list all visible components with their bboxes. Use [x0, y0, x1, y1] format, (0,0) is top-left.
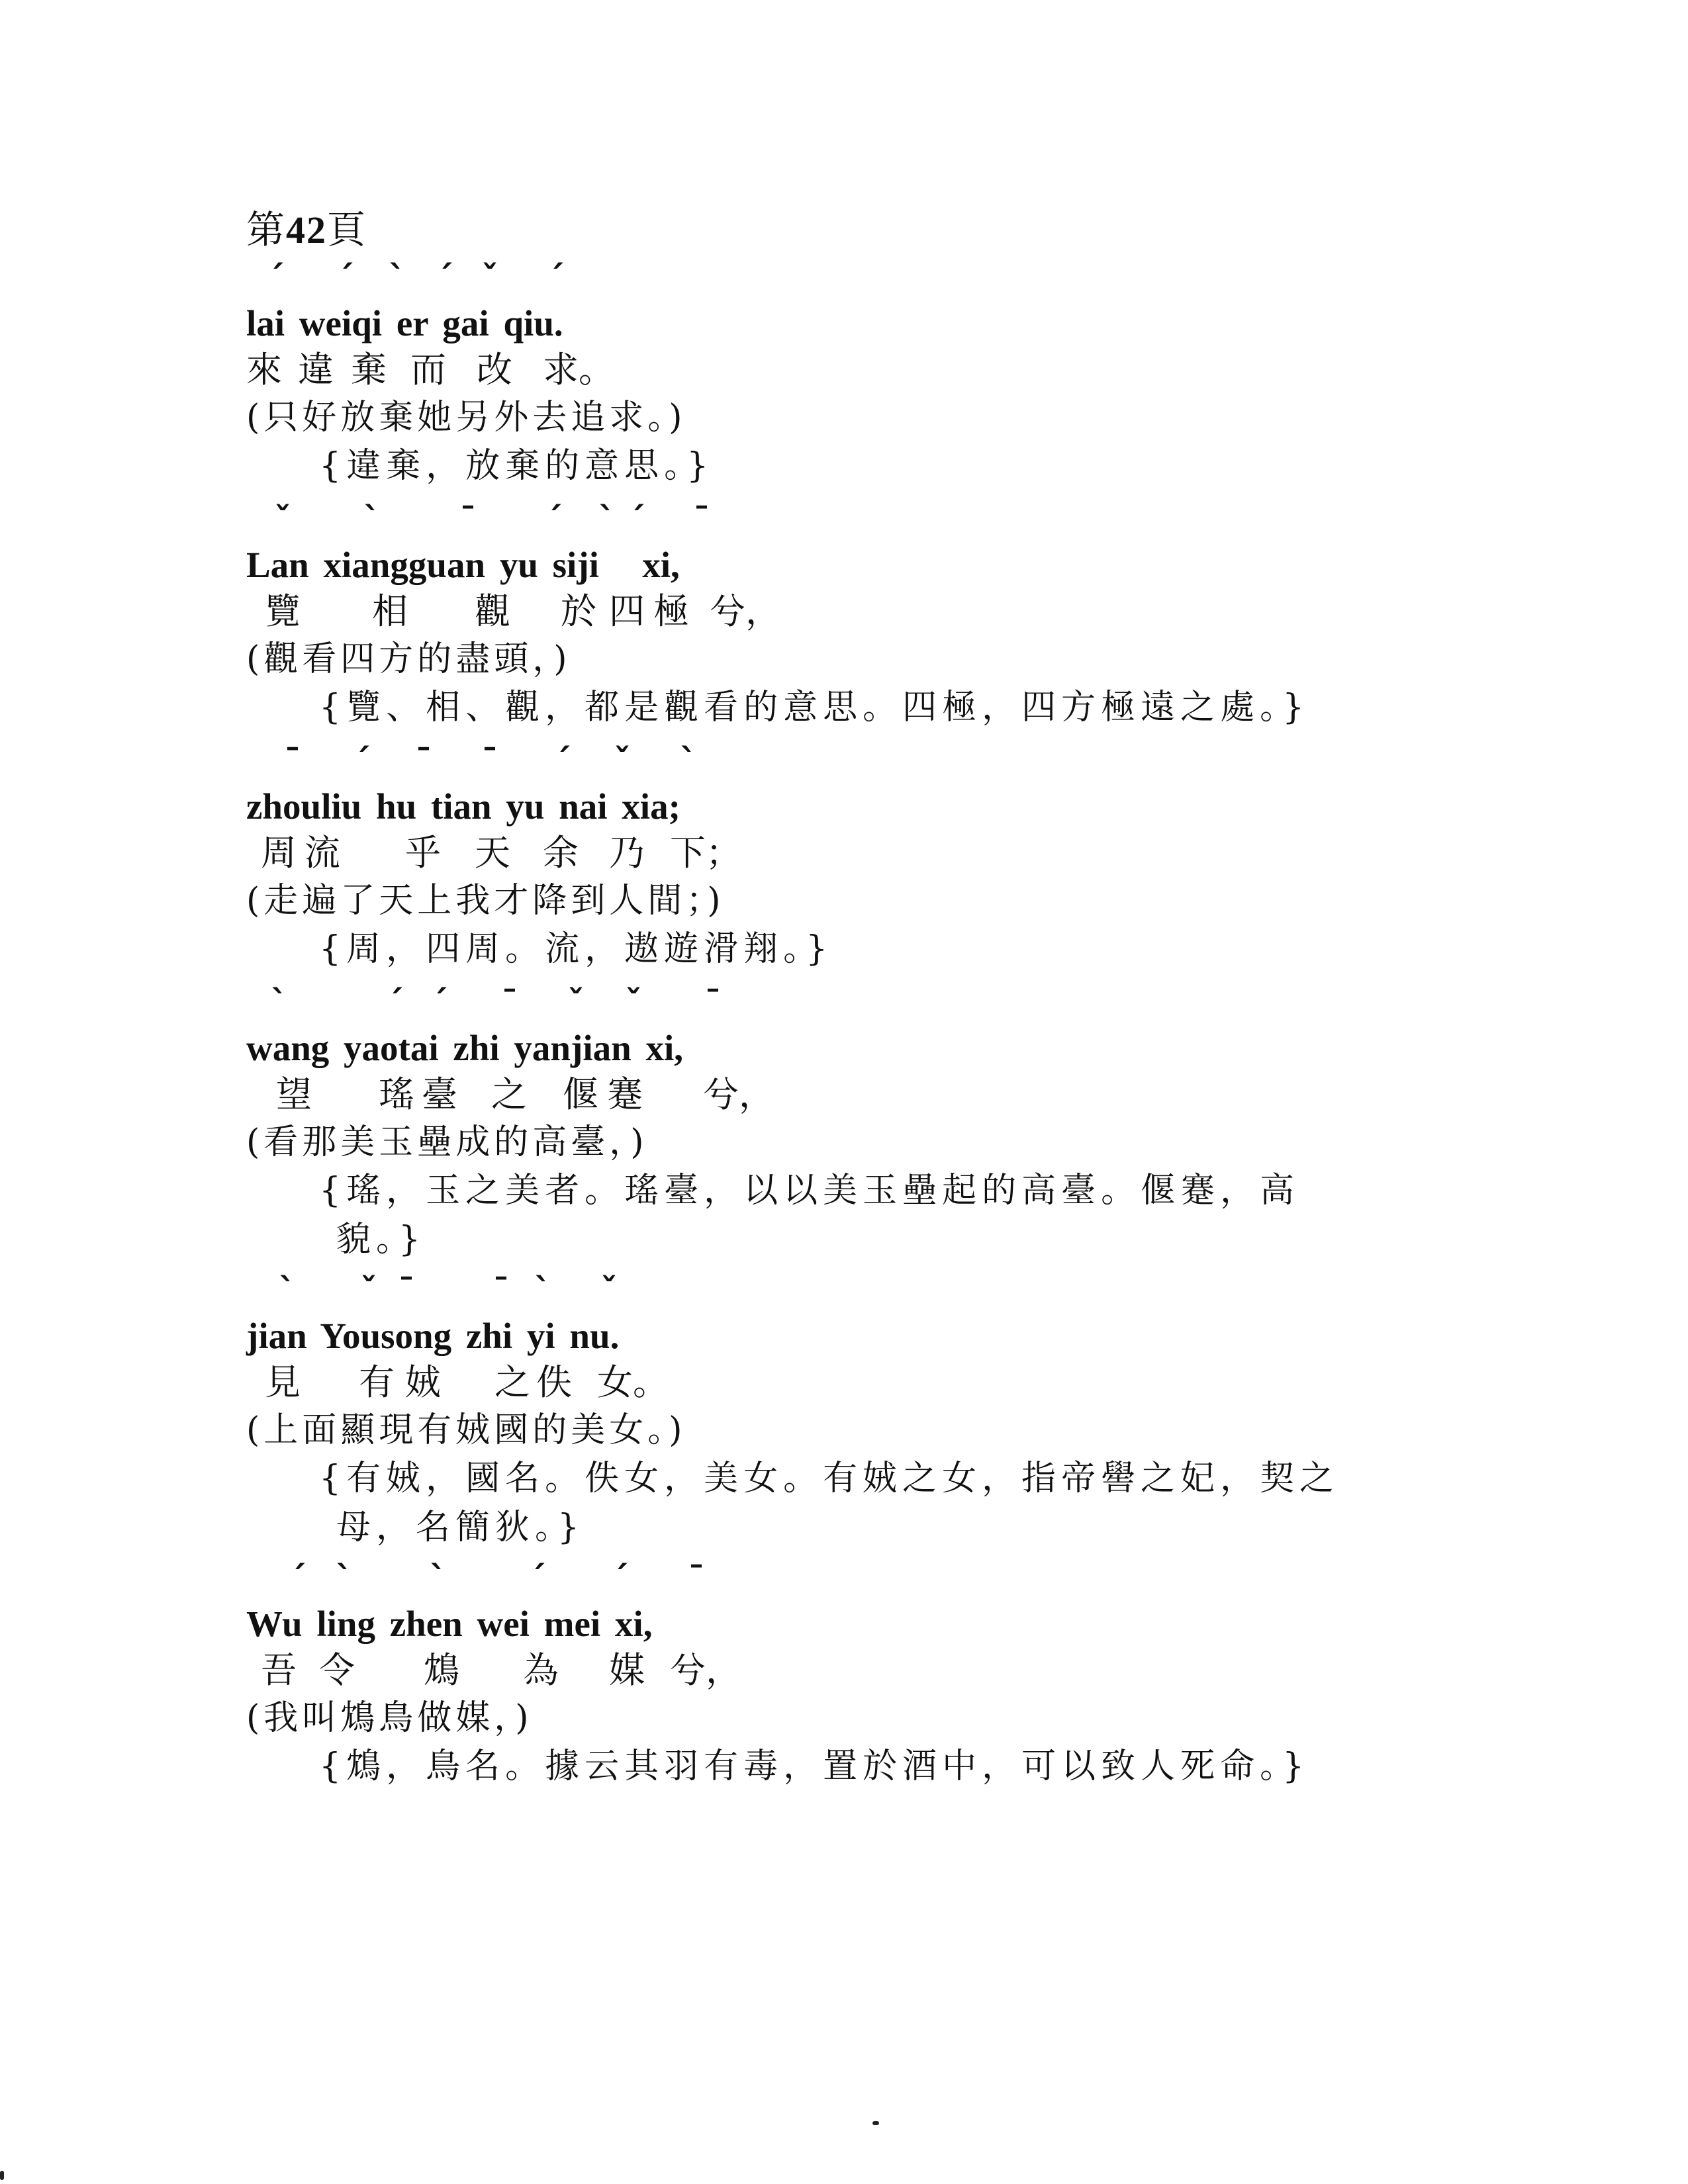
tone-mark: ˉ: [492, 1271, 510, 1311]
hanzi: 為: [523, 1649, 559, 1691]
tone-mark: ˋ: [430, 1559, 447, 1599]
tone-mark: ˇ: [625, 983, 642, 1023]
tone-mark: ˉ: [501, 983, 518, 1023]
pinyin-line: lai weiqi er gai qiu.: [246, 303, 563, 343]
hanzi: 天: [475, 832, 510, 874]
stanza-1: [246, 255, 1438, 490]
hanzi: 於: [561, 590, 596, 632]
tone-marks: [246, 1267, 1438, 1314]
page-label: 第: [246, 207, 287, 252]
hanzi: 之: [494, 1361, 530, 1403]
hanzi: 兮，: [670, 1649, 741, 1691]
tone-mark: ˉ: [693, 500, 710, 540]
pinyin-line: zhouliu hu tian yu nai xia;: [246, 786, 680, 827]
tone-mark: ˇ: [600, 1271, 618, 1311]
tone-mark: ˊ: [387, 983, 404, 1023]
hanzi: 違: [298, 349, 334, 390]
chinese-line: [246, 1071, 1438, 1118]
annotation-line: 貌。}: [336, 1220, 426, 1259]
hanzi: 改: [477, 349, 512, 390]
tone-mark: ˊ: [353, 742, 371, 782]
hanzi: 瑤: [379, 1073, 414, 1115]
hanzi: 媒: [609, 1649, 645, 1691]
tone-mark: ˊ: [628, 500, 645, 540]
tone-mark: ˊ: [612, 1559, 629, 1599]
tone-mark: ˋ: [534, 1271, 551, 1311]
pinyin-line: Lan xiangguan yu siji xi,: [246, 545, 680, 585]
scan-speck: [0, 2171, 4, 2180]
tone-mark: ˉ: [284, 742, 301, 782]
hanzi: 極: [653, 590, 689, 632]
chinese-line: [246, 346, 1438, 394]
hanzi: 之: [491, 1073, 527, 1115]
tone-mark: ˇ: [481, 259, 498, 298]
hanzi: 佚: [536, 1361, 572, 1403]
tone-mark: ˋ: [598, 500, 616, 540]
tone-mark: ˊ: [529, 1559, 546, 1599]
hanzi: 流: [305, 832, 340, 874]
chinese-line: [246, 829, 1438, 877]
hanzi: 有: [359, 1361, 395, 1403]
hanzi: 鴆: [424, 1649, 459, 1691]
tone-mark: ˊ: [545, 500, 563, 540]
hanzi: 乎: [405, 832, 441, 874]
pinyin-line: Wu ling zhen wei mei xi,: [246, 1604, 653, 1644]
annotation: [319, 1742, 1411, 1791]
hanzi: 蹇: [607, 1073, 643, 1115]
chinese-line: [246, 1359, 1438, 1406]
tone-mark: ˉ: [398, 1271, 415, 1311]
stanza-5: [246, 1267, 1438, 1552]
tone-marks: [246, 979, 1438, 1026]
tone-marks: [246, 255, 1438, 301]
tone-mark: ˊ: [436, 259, 453, 298]
hanzi: 觀: [475, 590, 510, 632]
tone-mark: ˇ: [614, 742, 631, 782]
stanza-6: [246, 1555, 1438, 1791]
pinyin-line: wang yaotai zhi yanjian xi,: [246, 1028, 683, 1068]
annotation-line: {鴆，鳥名。據云其羽有毒，置於酒中，可以致人死命。}: [319, 1747, 1310, 1786]
page-header: [246, 199, 367, 254]
hanzi: 覽: [265, 590, 301, 632]
hanzi: 周: [261, 832, 297, 874]
tone-mark: ˊ: [431, 983, 448, 1023]
scan-speck: [872, 2121, 879, 2125]
hanzi: 娀: [405, 1361, 441, 1403]
tone-mark: ˋ: [680, 742, 697, 782]
tone-mark: ˉ: [688, 1559, 705, 1599]
hanzi: 令: [319, 1649, 355, 1691]
annotation-line: {周，四周。流，遨遊滑翔。}: [319, 929, 833, 969]
tone-mark: ˊ: [289, 1559, 306, 1599]
tone-mark: ˉ: [481, 742, 498, 782]
hanzi: 兮，: [710, 590, 781, 632]
chinese-line: [246, 588, 1438, 635]
hanzi: 兮，: [703, 1073, 774, 1115]
translation: (走遍了天上我才降到人間；): [246, 881, 725, 921]
hanzi: 乃: [609, 832, 645, 874]
tone-mark: ˊ: [267, 259, 285, 298]
hanzi: 吾: [261, 1649, 297, 1691]
tone-marks: [246, 1555, 1438, 1602]
annotation-line: {有娀，國名。佚女，美女。有娀之女，指帝嚳之妃，契之: [319, 1459, 1340, 1498]
hanzi: 女。: [597, 1361, 669, 1403]
annotation: [319, 1454, 1411, 1552]
hanzi: 棄: [351, 349, 387, 390]
page-number: 42: [286, 208, 328, 251]
translation: (觀看四方的盡頭，): [246, 639, 571, 679]
tone-mark: ˋ: [279, 1271, 296, 1311]
stanza-3: [246, 738, 1438, 974]
tone-marks: [246, 496, 1438, 543]
translation: (看那美玉壘成的高臺，): [246, 1122, 648, 1162]
stanza-2: [246, 496, 1438, 732]
annotation: [319, 441, 1411, 490]
hanzi: 望: [276, 1073, 312, 1115]
hanzi: 來: [246, 349, 282, 390]
tone-mark: ˊ: [547, 259, 565, 298]
chinese-line: [246, 1647, 1438, 1694]
tone-mark: ˉ: [415, 742, 432, 782]
annotation-line: {瑤，玉之美者。瑤臺，以以美玉壘起的高臺。偃蹇，高: [319, 1171, 1300, 1210]
tone-mark: ˇ: [567, 983, 585, 1023]
hanzi: 余: [543, 832, 579, 874]
tone-mark: ˋ: [389, 259, 406, 298]
translation: (只好放棄她另外去追求。): [246, 398, 686, 437]
tone-mark: ˋ: [336, 1559, 353, 1599]
tone-mark: ˊ: [554, 742, 571, 782]
translation: (上面顯現有娀國的美女。): [246, 1410, 686, 1450]
hanzi: 臺: [422, 1073, 457, 1115]
tone-mark: ˋ: [363, 500, 381, 540]
tone-mark: ˉ: [704, 983, 722, 1023]
hanzi: 求。: [543, 349, 614, 390]
hanzi: 見: [265, 1361, 301, 1403]
annotation-line: {違棄，放棄的意思。}: [319, 446, 714, 486]
hanzi: 四: [609, 590, 645, 632]
annotation-line: {覽、相、觀，都是觀看的意思。四極，四方極遠之處。}: [319, 688, 1310, 727]
tone-marks: [246, 738, 1438, 784]
tone-mark: ˉ: [459, 500, 477, 540]
annotation: [319, 1166, 1411, 1264]
hanzi: 下；: [670, 832, 741, 874]
hanzi: 偃: [563, 1073, 598, 1115]
annotation: [319, 683, 1411, 732]
tone-mark: ˇ: [274, 500, 291, 540]
stanza-4: [246, 979, 1438, 1264]
translation: (我叫鴆鳥做媒，): [246, 1698, 533, 1738]
hanzi: 相: [372, 590, 408, 632]
page-suffix: 頁: [327, 207, 367, 252]
tone-mark: ˇ: [360, 1271, 377, 1311]
tone-mark: ˋ: [271, 983, 288, 1023]
annotation-line: 母，名簡狄。}: [336, 1508, 585, 1547]
pinyin-line: jian Yousong zhi yi nu.: [246, 1316, 620, 1356]
tone-mark: ˊ: [337, 259, 354, 298]
hanzi: 而: [410, 349, 446, 390]
annotation: [319, 925, 1411, 974]
